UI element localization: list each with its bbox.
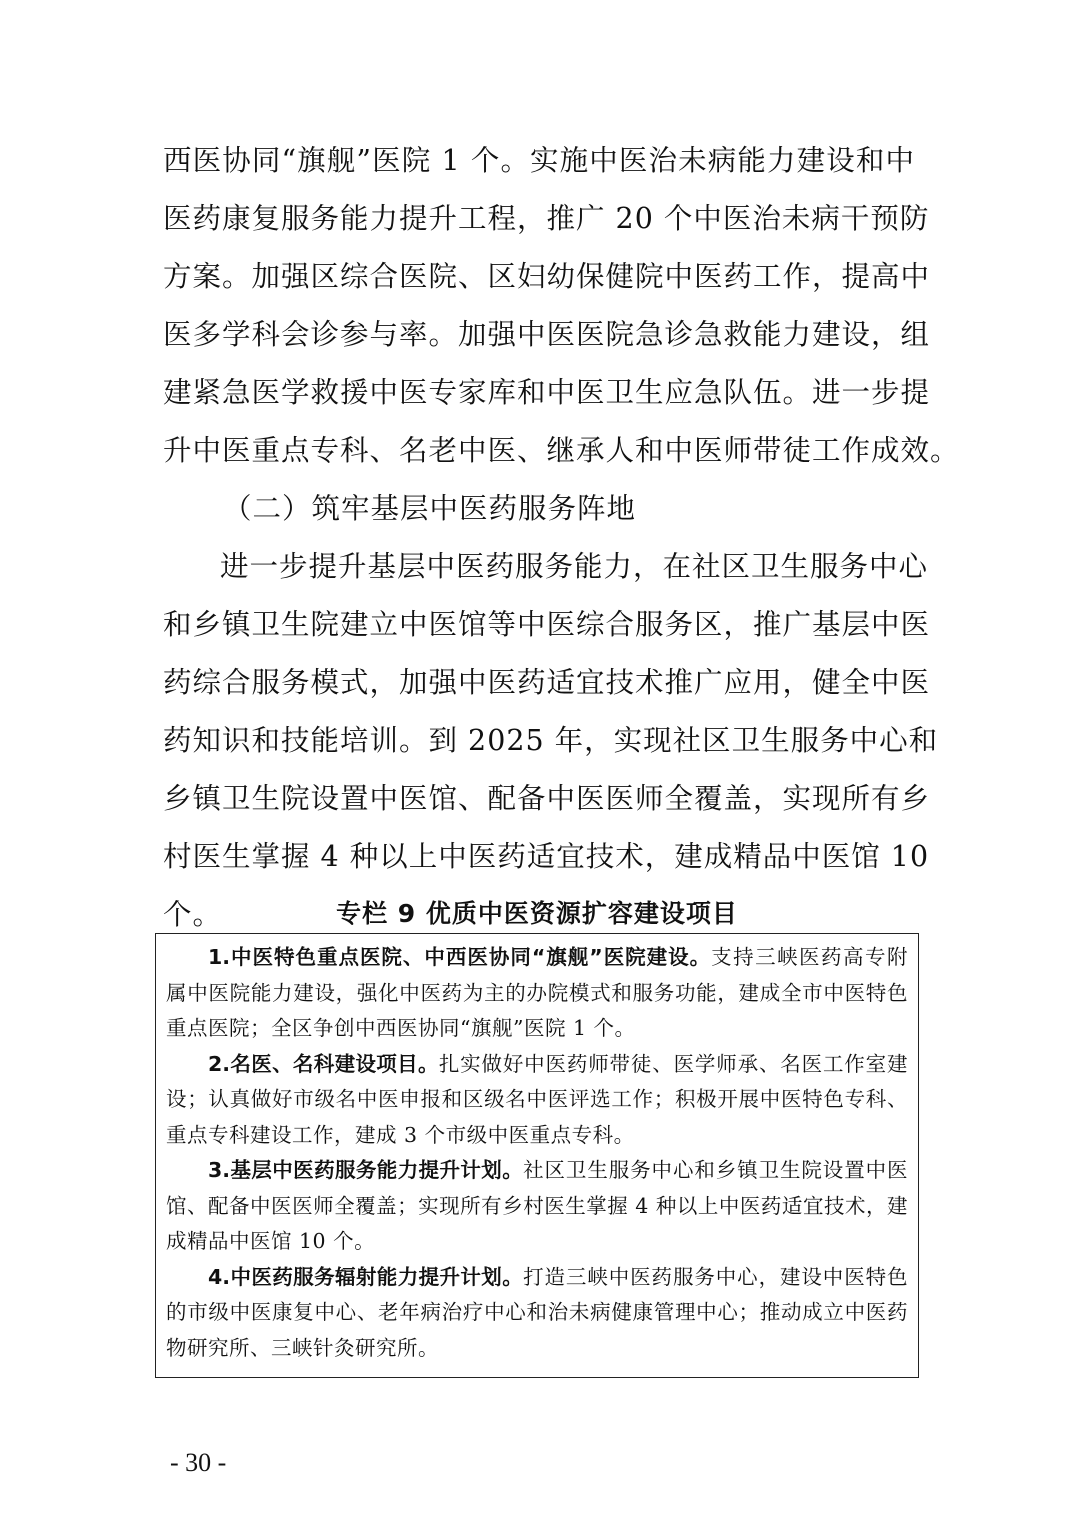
paragraph-line: 村医生掌握 4 种以上中医药适宜技术，建成精品中医馆 10 xyxy=(163,840,930,873)
paragraph-line: 西医协同“旗舰”医院 1 个。实施中医治未病能力建设和中 xyxy=(163,144,915,177)
page-number: - 30 - xyxy=(170,1448,227,1477)
box-item-line: 物研究所、三峡针灸研究所。 xyxy=(166,1335,439,1360)
paragraph-line: 乡镇卫生院设置中医馆、配备中医医师全覆盖，实现所有乡 xyxy=(163,782,931,815)
paragraph-line: 建紧急医学救援中医专家库和中医卫生应急队伍。进一步提 xyxy=(163,376,931,409)
body-text xyxy=(163,132,960,944)
project-box-content xyxy=(166,940,908,1366)
box-item-line: 的市级中医康复中心、老年病治疗中心和治未病健康管理中心；推动成立中医药 xyxy=(166,1300,908,1324)
box-item-first-line xyxy=(166,1153,908,1189)
box-item-line: 属中医院能力建设，强化中医药为主的办院模式和服务功能，建成全市中医特色 xyxy=(166,980,908,1005)
box-item-lead: 2.名医、名科建设项目。 xyxy=(208,1051,439,1076)
box-title: 专栏 9 优质中医资源扩容建设项目 xyxy=(336,899,738,928)
box-item-line: 重点医院；全区争创中西医协同“旗舰”医院 1 个。 xyxy=(166,1016,636,1040)
box-item-text: 扎实做好中医药师带徒、医学师承、名医工作室建 xyxy=(438,1051,908,1076)
box-item-text: 打造三峡中医药服务中心，建设中医特色 xyxy=(523,1264,908,1289)
paragraph-line: 医药康复服务能力提升工程，推广 20 个中医治未病干预防 xyxy=(163,202,930,235)
paragraph-line: 和乡镇卫生院建立中医馆等中医综合服务区，推广基层中医 xyxy=(163,608,931,641)
box-item-line: 成精品中医馆 10 个。 xyxy=(166,1229,376,1253)
project-box xyxy=(155,933,919,1378)
box-item-lead: 1.中医特色重点医院、中西医协同“旗舰”医院建设。 xyxy=(208,945,712,969)
section-heading: （二）筑牢基层中医药服务阵地 xyxy=(223,492,637,525)
paragraph-line: 药知识和技能培训。到 2025 年，实现社区卫生服务中心和 xyxy=(163,724,939,757)
paragraph-line: 药综合服务模式，加强中医药适宜技术推广应用，健全中医 xyxy=(163,666,931,699)
box-item-first-line xyxy=(166,1260,908,1296)
box-item-first-line xyxy=(166,1047,908,1083)
box-item-line: 重点专科建设工作，建成 3 个市级中医重点专科。 xyxy=(166,1122,635,1147)
paragraph-line: 方案。加强区综合医院、区妇幼保健院中医药工作，提高中 xyxy=(163,260,931,293)
paragraph-line: 升中医重点专科、名老中医、继承人和中医师带徒工作成效。 xyxy=(163,434,960,467)
box-item-text: 社区卫生服务中心和乡镇卫生院设置中医 xyxy=(523,1158,908,1182)
paragraph-line: 个。 xyxy=(163,898,223,931)
box-item-lead: 4.中医药服务辐射能力提升计划。 xyxy=(208,1264,524,1289)
box-item-first-line xyxy=(166,940,908,976)
box-item-lead: 3.基层中医药服务能力提升计划。 xyxy=(208,1158,524,1182)
paragraph-line: 医多学科会诊参与率。加强中医医院急诊急救能力建设，组 xyxy=(163,318,931,351)
box-item-line: 馆、配备中医医师全覆盖；实现所有乡村医生掌握 4 种以上中医药适宜技术，建 xyxy=(166,1193,908,1218)
box-item-line: 设；认真做好市级名中医申报和区级名中医评选工作；积极开展中医特色专科、 xyxy=(166,1087,908,1111)
paragraph-line: 进一步提升基层中医药服务能力，在社区卫生服务中心 xyxy=(220,550,929,583)
box-item-text: 支持三峡医药高专附 xyxy=(711,945,908,969)
